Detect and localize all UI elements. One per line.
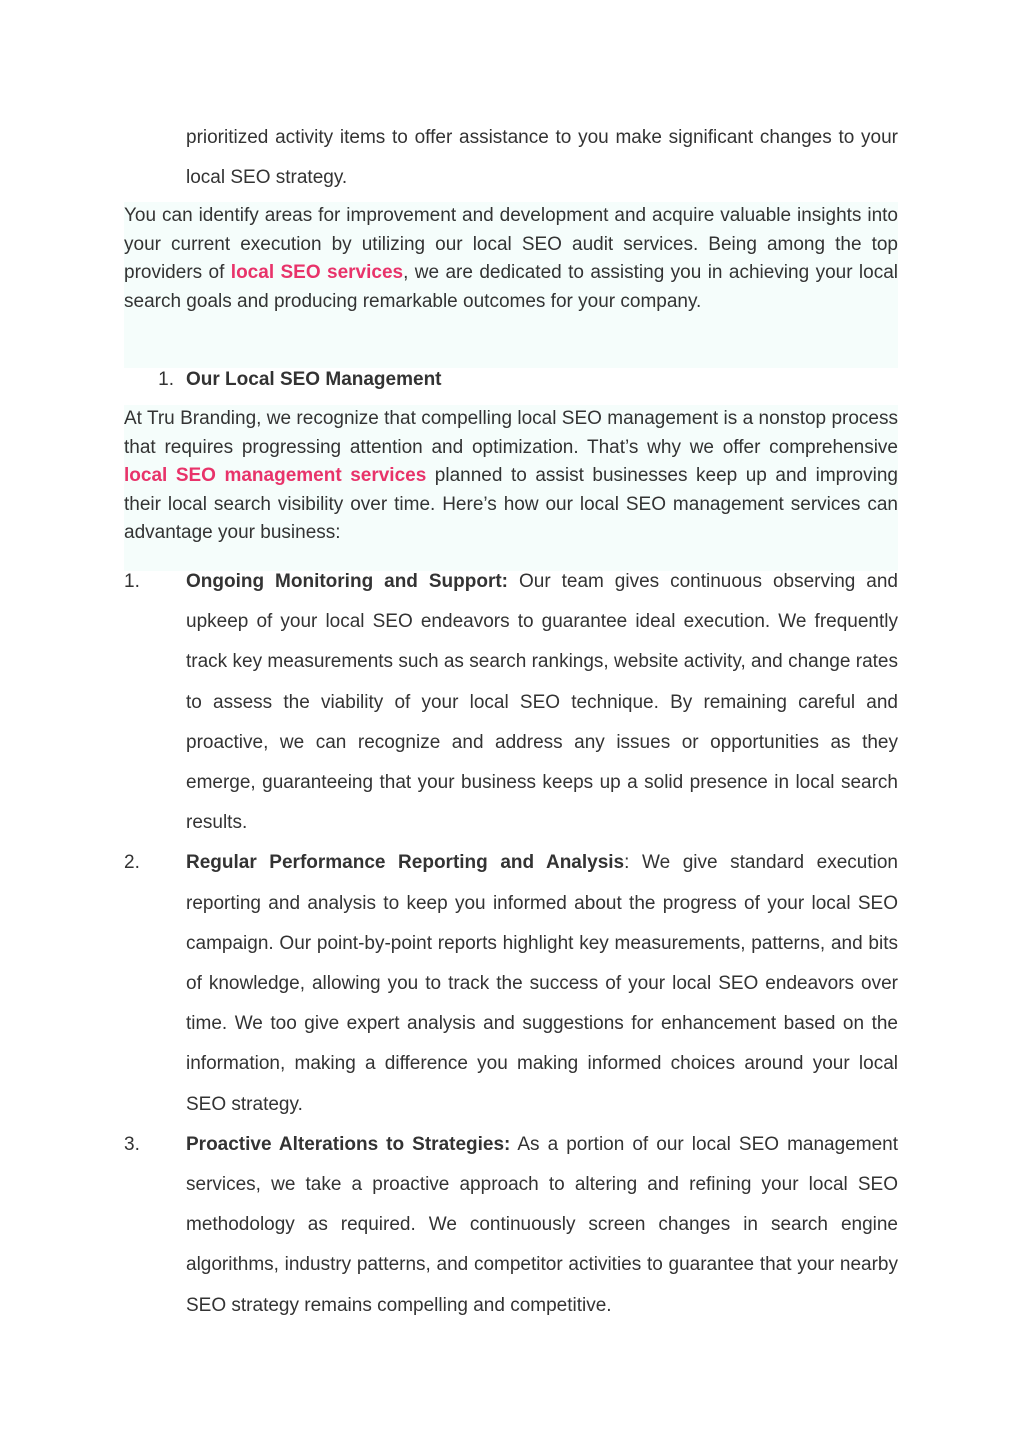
list-item (124, 843, 898, 1124)
list-item-text: As a portion of our local SEO management services, we take a proactive approach to altering and refining your local SEO methodology as required. We continuously screen changes in search engine algorithms, industry patterns, and competitor activities to guarantee that your nearby SEO strategy remains compelling and competitive. (186, 1133, 898, 1316)
continued-list-text: prioritized activity items to offer assistance to you make significant changes to your local SEO strategy. (186, 127, 898, 188)
list-item-title: Proactive Alterations to Strategies: (186, 1133, 511, 1155)
list-item-number: 1. (124, 571, 140, 592)
list-item-text: Our team gives continuous observing and upkeep of your local SEO endeavors to guarantee ideal execution. We frequently track key measurements such as search rankings, website activity, and change rates to assess the viability of your local SEO technique. By remaining careful and proactive, we can recognize and address any issues or opportunities as they emerge, guaranteeing that your business keeps up a solid presence in local search results. (186, 571, 898, 834)
list-item-title: Regular Performance Reporting and Analysis (186, 852, 625, 874)
heading-number: 1. (158, 369, 174, 390)
list-item (124, 562, 898, 843)
audit-paragraph (124, 202, 898, 368)
local-seo-management-services-link[interactable]: local SEO management services (124, 465, 427, 486)
list-item-text: : We give standard execution reporting and analysis to keep you informed about the progress of your local SEO campaign. Our point-by-point reports highlight key measurements, patterns, and bits of knowledge, allowing you to track the success of your local SEO endeavors over time. We too give expert analysis and suggestions for enhancement based on the information, making a difference you making informed choices around your local SEO strategy. (186, 852, 898, 1115)
list-item-number: 2. (124, 852, 140, 874)
paragraph-text: At Tru Branding, we recognize that compelling local SEO management is a nonstop process that requires progressing attention and optimization. That’s why we offer comprehensive (124, 408, 898, 458)
paragraph-text: You can identify areas for improvement and development and acquire valuable insights into your current execution by utilizing our local SEO audit services. Being among the top providers of (124, 205, 898, 283)
list-item-number: 3. (124, 1133, 140, 1155)
services-list (124, 562, 898, 1326)
heading-title: Our Local SEO Management (186, 369, 442, 390)
list-item-title: Ongoing Monitoring and Support: (186, 571, 509, 592)
management-paragraph (124, 405, 898, 571)
local-seo-services-link[interactable]: local SEO services (230, 262, 404, 283)
paragraph-text: planned to assist businesses keep up and improving their local search visibility over time. Here’s how our local SEO management services can advantage your business: (124, 465, 898, 543)
list-item (124, 1125, 898, 1326)
paragraph-text: , we are dedicated to assisting you in achieving your local search goals and producing remarkable outcomes for your company. (124, 262, 898, 312)
